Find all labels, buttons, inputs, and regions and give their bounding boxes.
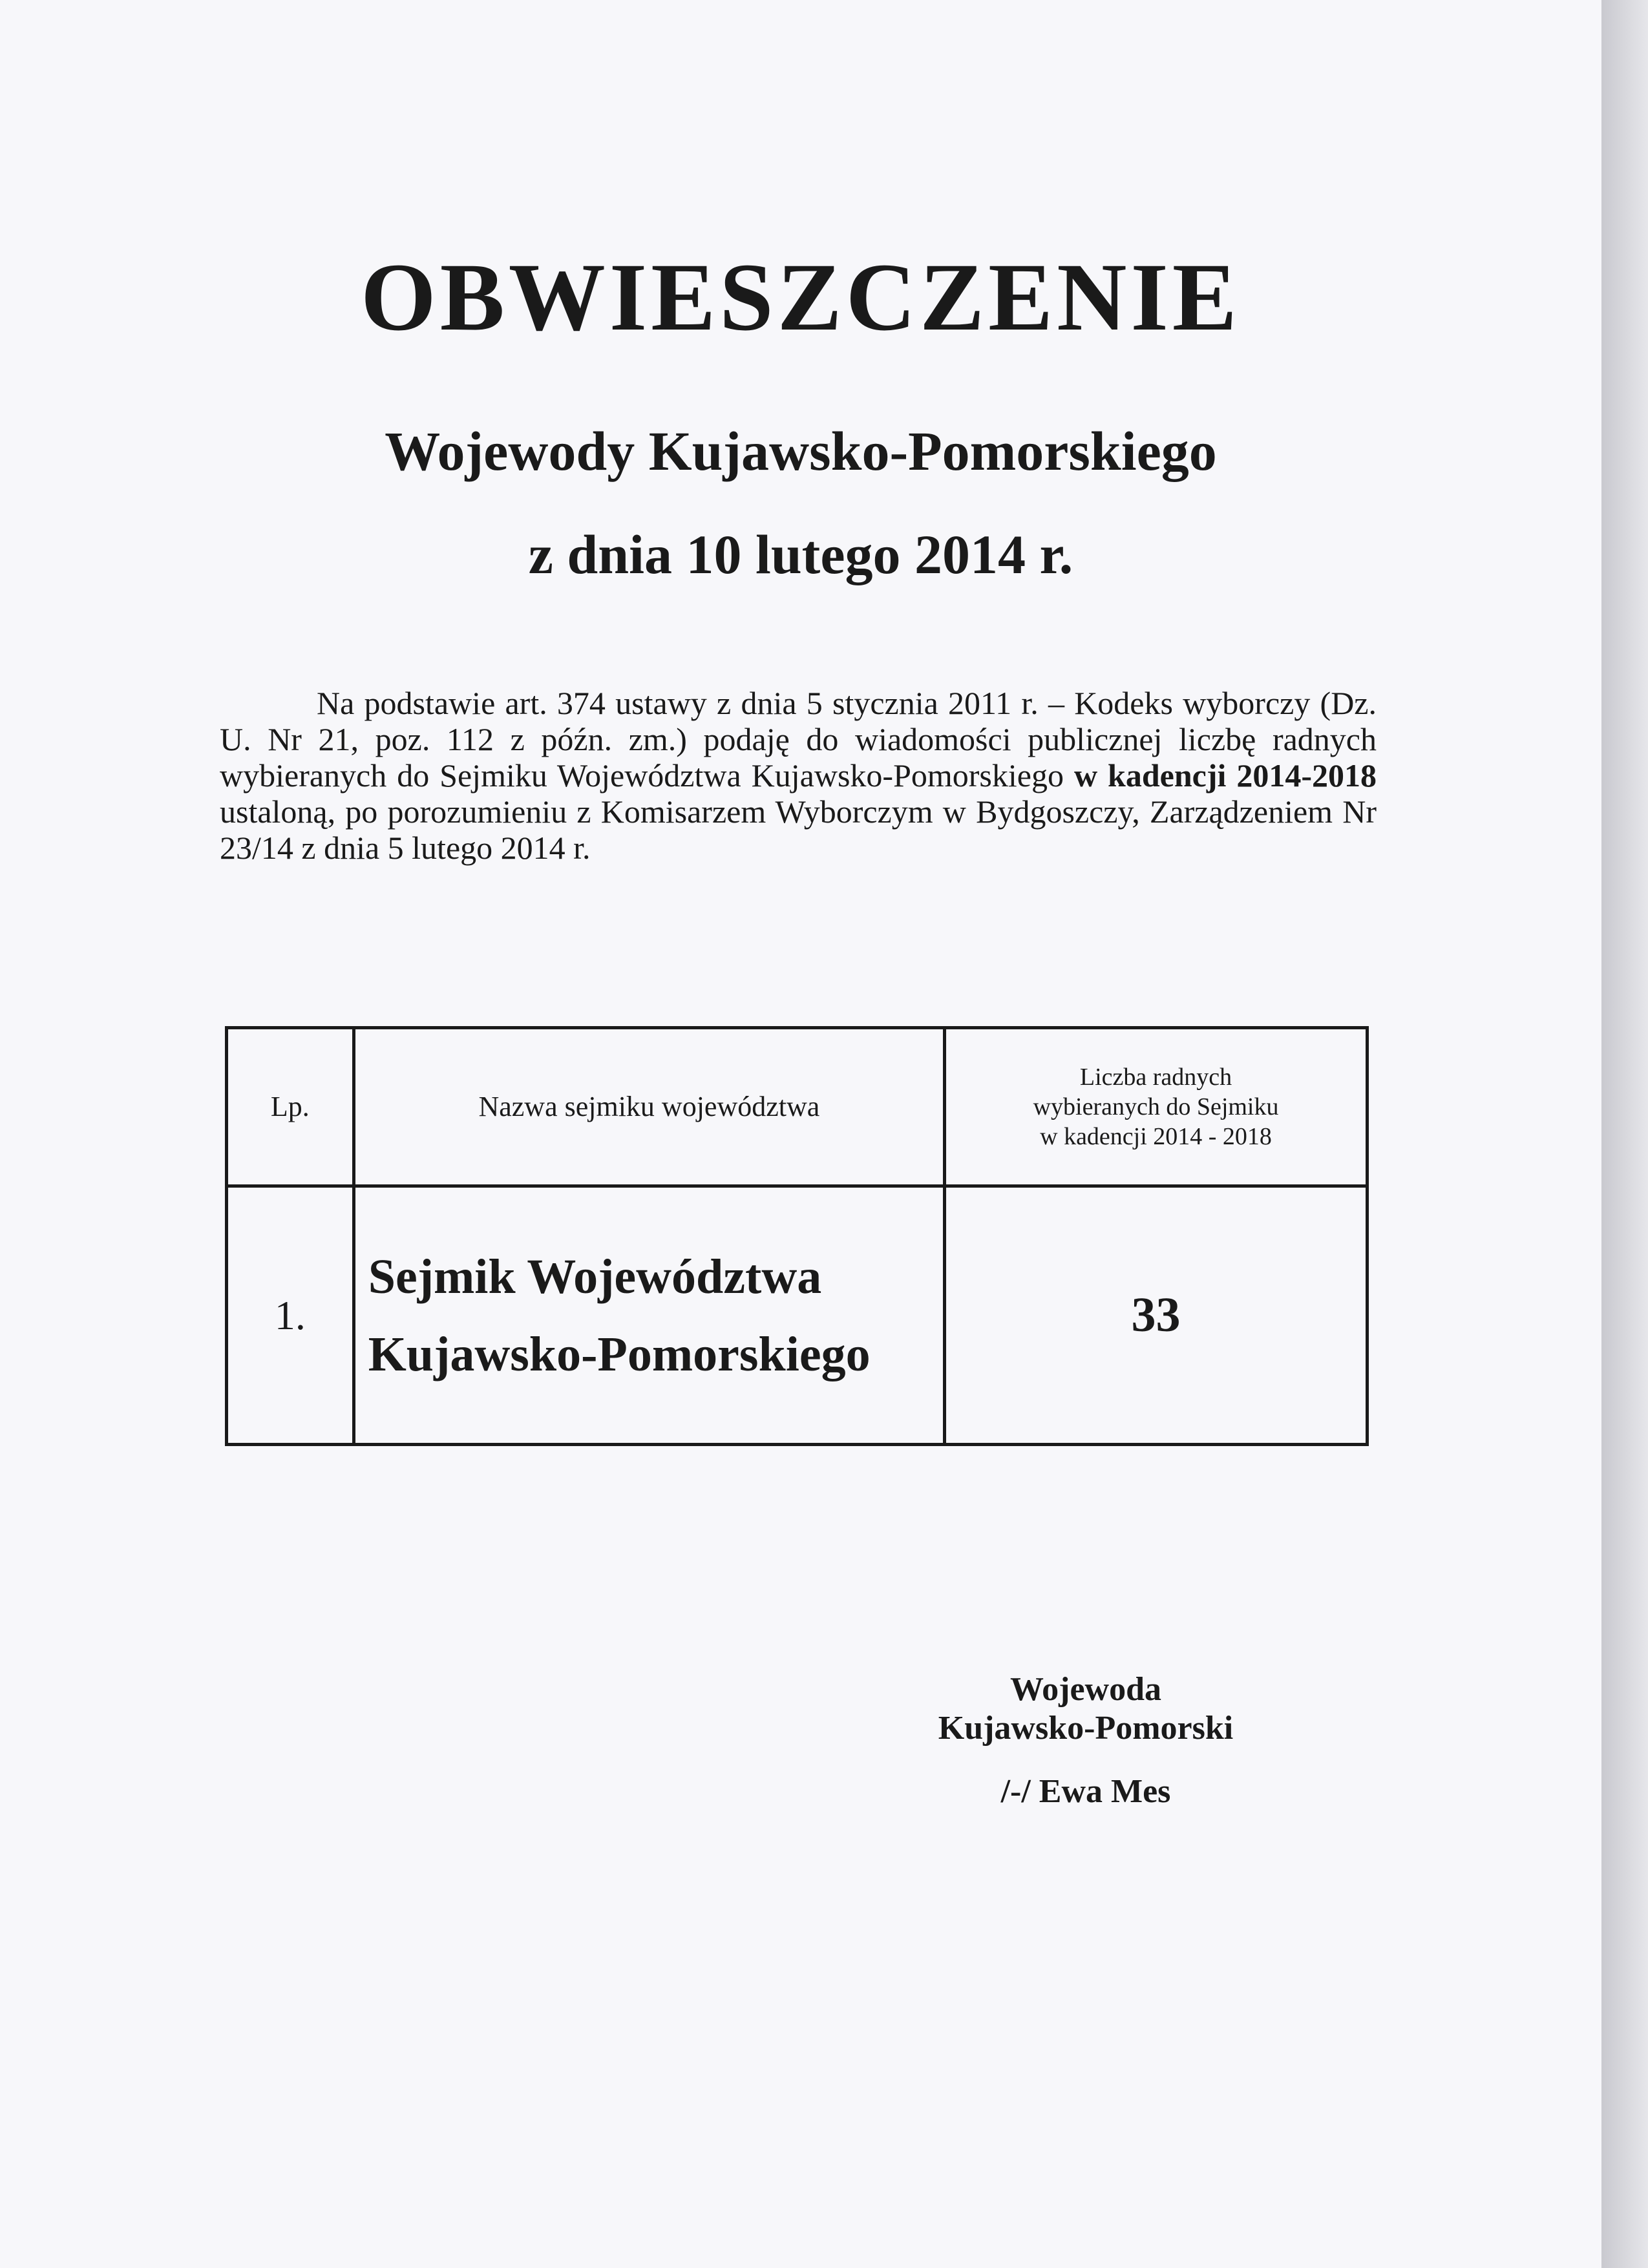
header-count-line2: wybieranych do Sejmiku	[1033, 1093, 1279, 1120]
signature-title-line2: Kujawsko-Pomorski	[938, 1710, 1234, 1747]
row-name-line2: Kujawsko-Pomorskiego	[368, 1327, 871, 1381]
row-lp: 1.	[227, 1186, 354, 1445]
header-lp: Lp.	[227, 1028, 354, 1186]
header-count	[945, 1028, 1368, 1186]
councillors-table	[225, 1026, 1369, 1446]
body-text-part1: Na podstawie art. 374 ustawy z dnia 5 stycznia 2011 r. – Kodeks wyborczy (Dz. U. Nr 21, poz. 112 z późn. zm.) podaję do wiadomości publicznej liczbę radnych wybieranych do Sejmiku Województwa Kujawsko-Pomorskiego	[220, 685, 1377, 793]
header-count-line1: Liczba radnych	[1079, 1064, 1232, 1091]
body-paragraph	[220, 685, 1377, 866]
header-name: Nazwa sejmiku województwa	[354, 1028, 944, 1186]
document-subtitle: Wojewody Kujawsko-Pomorskiego	[385, 420, 1217, 482]
row-count: 33	[945, 1186, 1368, 1445]
scan-edge	[1601, 0, 1648, 2268]
row-name	[354, 1186, 944, 1445]
row-name-line1: Sejmik Województwa	[368, 1249, 822, 1304]
body-text-part2: ustaloną, po porozumieniu z Komisarzem Wyborczym w Bydgoszczy, Zarządzeniem Nr 23/14 z dnia 5 lutego 2014 r.	[220, 793, 1377, 866]
document-title: OBWIESZCZENIE	[361, 244, 1241, 351]
table-row	[227, 1186, 1368, 1445]
header-count-line3: w kadencji 2014 - 2018	[1040, 1123, 1272, 1150]
signature-block	[892, 1670, 1280, 1811]
document-date: z dnia 10 lutego 2014 r.	[528, 523, 1073, 585]
signature-name: /-/ Ewa Mes	[1000, 1773, 1171, 1810]
signature-title-line1: Wojewoda	[1010, 1671, 1161, 1708]
body-text-bold: w kadencji 2014-2018	[1073, 757, 1377, 793]
table-header-row	[227, 1028, 1368, 1186]
